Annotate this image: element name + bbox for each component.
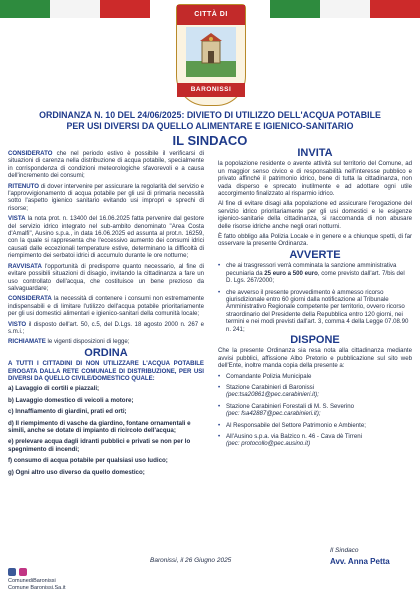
list-item: • All'Ausino s.p.a. via Balzico n. 46 - Cava dè Tirreni (pec: protocollo@pec.ausino.it) <box>218 433 412 448</box>
instagram-icon[interactable] <box>19 568 27 576</box>
signature-title: Il Sindaco <box>330 547 359 554</box>
list-item: • che ai trasgressori verrà comminata la sanzione amministrativa pecuniaria da 25 euro a 500 euro, come previsto dall'art. 7/bis del D. Lgs. 267/2000; <box>218 262 412 284</box>
ritenuto-paragraph: RITENUTO di dover intervenire per assicurare la regolarità del servizio e l'approvvigionamento di acqua potabile per gli usi di primaria necessità sotto l'aspetto igienico sanitario evitando usi impropri e sprechi di risorse; <box>8 182 204 212</box>
place-date: Baronissi, il 26 Giugno 2025 <box>150 557 232 564</box>
right-column <box>218 147 412 452</box>
list-item: • Stazione Carabinieri di Baronissi (pec:tsa20861@pec.carabinieri.it); <box>218 384 412 399</box>
list-item: • Stazione Carabinieri Forestali di M. S. Severino (pec: fsa42887@pec.carabinieri.it); <box>218 403 412 418</box>
recipients-list <box>218 373 412 448</box>
list-item: d) Il riempimento di vasche da giardino, fontane ornamentali e simili, anche se dotate di impianto di ricircolo dell'acqua; <box>8 419 191 434</box>
list-item: g) Ogni altro uso diverso da quello domestico; <box>8 468 145 476</box>
considerata-paragraph: CONSIDERATA la necessità di contenere i consumi non estremamente indispensabili e di limitare l'utilizzo dell'acqua potabile prioritariamente per gli usi domestici alimentari e igienico-sanitari della comunità locale; <box>8 295 204 318</box>
website-link[interactable]: Comune Baronissi.Sa.it <box>8 585 66 591</box>
dispone-intro: Che la presente Ordinanza sia resa nota alla cittadinanza mediante avvisi pubblici, affissione Albo Pretorio e pubblicazione sul sito web dell'Ente, inoltre manda copia della presente a: <box>218 347 412 370</box>
signature-name: Avv. Anna Petta <box>330 557 390 566</box>
invita-paragraph-1: la popolazione residente o avente attività sul territorio del Comune, ad un maggior senso civico e di responsabilità nell'interesse pubblico e privato affinché il patrimonio idrico, bene di tutta la cittadinanza, non vada disperso e sprecato inutilmente e ad adottare ogni utile accorgimento finalizzato al risparmio idrico. <box>218 160 412 198</box>
invita-paragraph-2: Al fine di evitare disagi alla popolazione ed assicurare l'erogazione del servizio idrico prioritariamente per gli usi domestici e le esigenze igienico-sanitarie della cittadinanza, si raccomanda di non abusare delle risorse idriche anche negli orari notturni. <box>218 200 412 230</box>
ordina-heading: ORDINA <box>84 346 128 359</box>
left-column <box>8 150 204 480</box>
flag-left-decoration <box>0 0 150 18</box>
social-handle[interactable]: ComunediBaronissi <box>8 578 56 584</box>
invita-paragraph-3: È fatto obbligo alla Polizia Locale e in genere e a chiunque spetti, di far osservare la presente Ordinanza. <box>218 233 412 248</box>
list-item: a) Lavaggio di cortili e piazzali; <box>8 385 100 393</box>
crest-emblem-icon <box>186 27 236 77</box>
avverte-list <box>218 262 412 333</box>
list-item: • Comandante Polizia Municipale <box>218 373 412 380</box>
list-item: c) Innaffiamento di giardini, prati ed orti; <box>8 408 127 416</box>
vista-paragraph: VISTA la nota prot. n. 13400 del 16.06.2025 fatta pervenire dal gestore del servizio idrico integrato nel sub-ambito denominato "Area Costa d'Amalfi", Ausino s.p.a., in data 16.06.2025 ed assunta al prot.n. 16259, con la quale si rappresenta che l'eccessivo aumento dei consumi idrici causati dalle eccezionali temperature estive, determinano la difficoltà di riempimento dei serbatoi idrici di accumulo durante le ore notturne; <box>8 215 204 260</box>
crest-top-label: CITTÀ DI <box>177 5 245 25</box>
ravvisata-paragraph: RAVVISATA l'opportunità di predisporre quanto necessario, al fine di evitare possibili situazioni di disagio, invitando la cittadinanza a fare un uso controllato dell'acqua, che costituisce un bene prezioso da salvaguardare; <box>8 262 204 292</box>
richiamate-paragraph: RICHIAMATE le vigenti disposizioni di legge; <box>8 338 130 346</box>
list-item: e) prelevare acqua dagli idranti pubblici e privati se non per lo spegnimento di incendi; <box>8 438 191 453</box>
il-sindaco-heading: IL SINDACO <box>172 133 248 148</box>
facebook-icon[interactable] <box>8 568 16 576</box>
flag-right-decoration <box>270 0 420 18</box>
city-crest <box>176 4 246 106</box>
social-links <box>8 568 65 592</box>
considerato-paragraph: CONSIDERATO che nel periodo estivo è possibile il verificarsi di situazioni di carenza nella distribuzione di acqua potabile, specialmente in corrispondenza di condizioni meteorologiche sfavorevoli e a causa dell'incremento dei consumi; <box>8 150 204 180</box>
dispone-heading: DISPONE <box>290 333 340 346</box>
list-item: • che avverso il presente provvedimento è ammesso ricorso giurisdizionale entro 60 giorni dalla notificazione al Tribunale Amministrativo Regionale competente per territorio, ovvero ricorso straordinario del Presidente della Repubblica entro 120 giorni, nei termini e nei modi previsti dall'art. 3, comma 4 della Legge 07.08.90 n. 241; <box>218 289 412 333</box>
invita-heading: INVITA <box>297 147 333 159</box>
prohibition-list <box>8 385 204 476</box>
ordinance-title <box>0 110 420 132</box>
title-line-1: ORDINANZA N. 10 DEL 24/06/2025: DIVIETO DI UTILIZZO DELL'ACQUA POTABILE <box>39 110 381 120</box>
list-item: • Al Responsabile del Settore Patrimonio e Ambiente; <box>218 422 412 429</box>
list-item: f) consumo di acqua potabile per qualsiasi uso ludico; <box>8 457 168 465</box>
title-line-2: PER USI DIVERSI DA QUELLO ALIMENTARE E IGIENICO-SANITARIO <box>66 121 354 131</box>
list-item: b) Lavaggio domestico di veicoli a motore; <box>8 396 134 404</box>
crest-bottom-label: BARONISSI <box>177 83 245 97</box>
avverte-heading: AVVERTE <box>289 248 341 261</box>
ordina-text: A TUTTI I CITTADINI DI NON UTILIZZARE L'ACQUA POTABILE EROGATA DALLA RETE COMUNALE DI DISTRIBUZIONE, PER USI DIVERSI DA QUELLO CIVILE/DOMESTICO QUALE: <box>8 360 204 382</box>
visto-paragraph: VISTO il disposto dell'art. 50, c.5, del D.Lgs. 18 agosto 2000 n. 267 e s.m.i.; <box>8 320 204 335</box>
